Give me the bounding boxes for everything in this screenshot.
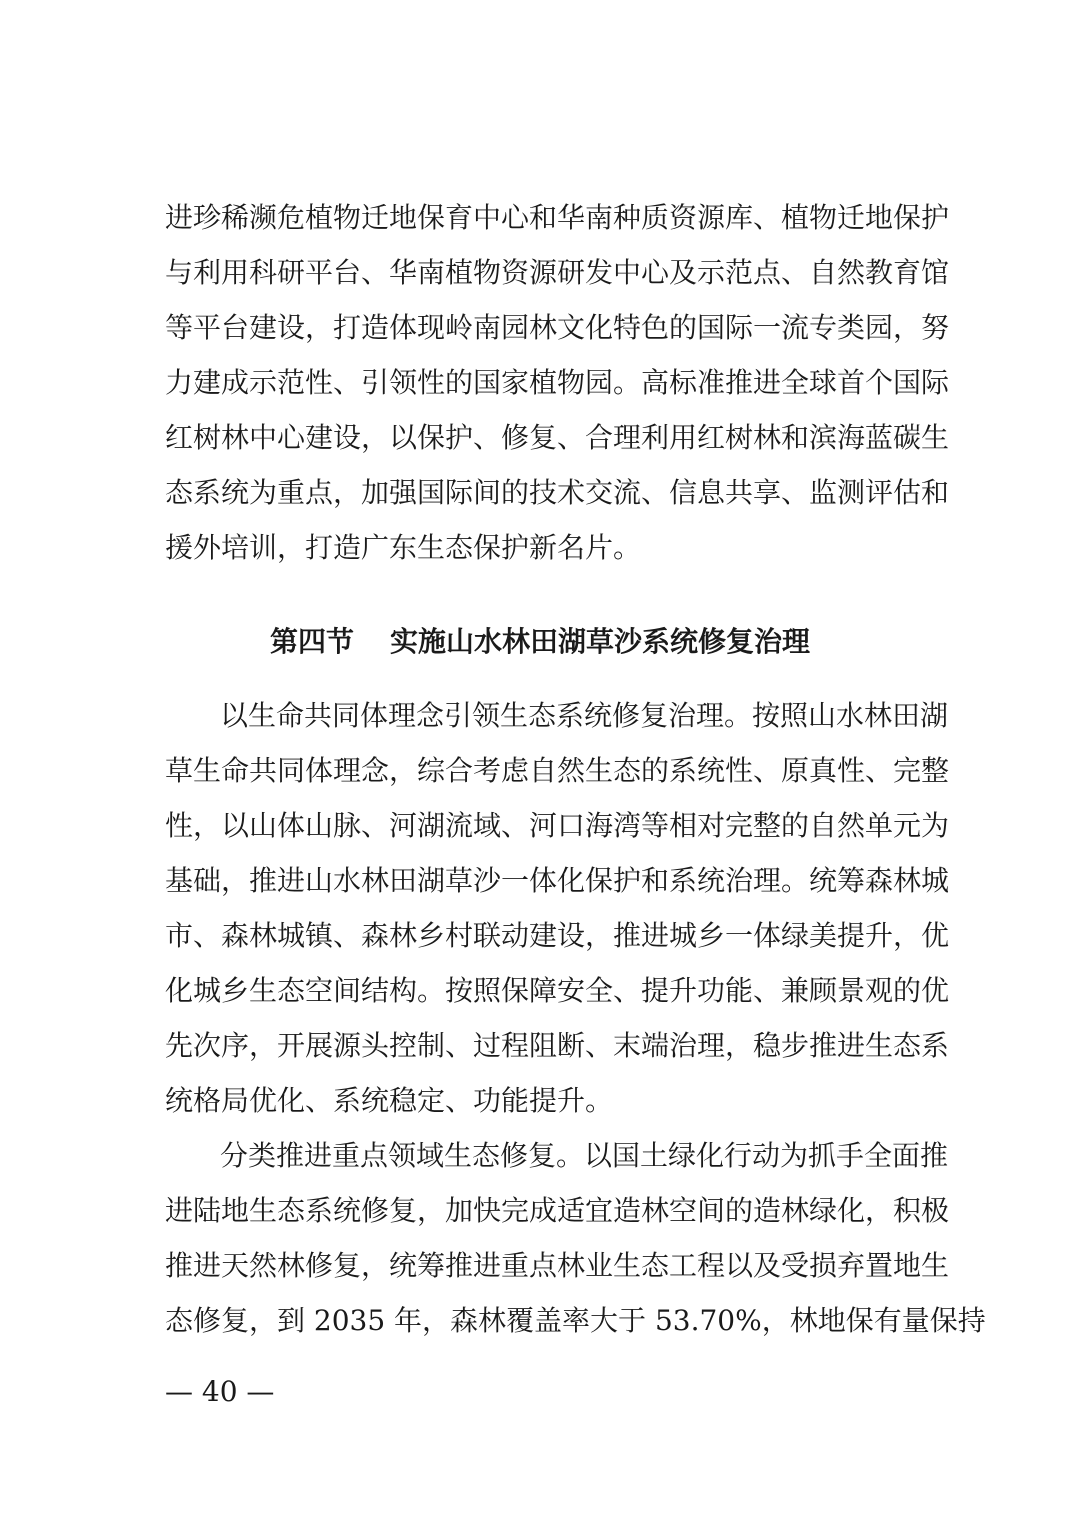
text-line: 态修复，到 2035 年，森林覆盖率大于 53.70%，林地保有量保持 [165,1304,986,1337]
text-line: 进陆地生态系统修复，加快完成适宜造林空间的造林绿化，积极 [165,1194,950,1227]
section-title: 实施山水林田湖草沙系统修复治理 [390,625,811,658]
text-line: 与利用科研平台、华南植物资源研发中心及示范点、自然教育馆 [165,256,950,289]
text-line: 援外培训，打造广东生态保护新名片。 [165,531,642,564]
text-line: 市、森林城镇、森林乡村联动建设，推进城乡一体绿美提升，优 [165,919,950,952]
text-line: 等平台建设，打造体现岭南园林文化特色的国际一流专类园，努 [165,311,950,344]
text-line: 态系统为重点，加强国际间的技术交流、信息共享、监测评估和 [165,476,950,509]
text-line: 分类推进重点领域生态修复。以国土绿化行动为抓手全面推 [220,1139,949,1172]
text-line: 基础，推进山水林田湖草沙一体化保护和系统治理。统筹森林城 [165,864,950,897]
section-number: 第四节 [269,625,354,658]
text-line: 性，以山体山脉、河湖流域、河口海湾等相对完整的自然单元为 [165,809,950,842]
text-line: 红树林中心建设，以保护、修复、合理利用红树林和滨海蓝碳生 [165,421,950,454]
text-line: 统格局优化、系统稳定、功能提升。 [165,1084,614,1117]
section-heading [165,620,915,664]
text-line: 以生命共同体理念引领生态系统修复治理。按照山水林田湖 [220,699,949,732]
text-line: 先次序，开展源头控制、过程阻断、末端治理，稳步推进生态系 [165,1029,950,1062]
text-line: 推进天然林修复，统筹推进重点林业生态工程以及受损弃置地生 [165,1249,950,1282]
text-line: 化城乡生态空间结构。按照保障安全、提升功能、兼顾景观的优 [165,974,950,1007]
text-line: 力建成示范性、引领性的国家植物园。高标准推进全球首个国际 [165,366,950,399]
text-line: 草生命共同体理念，综合考虑自然生态的系统性、原真性、完整 [165,754,950,787]
text-line: 进珍稀濒危植物迁地保育中心和华南种质资源库、植物迁地保护 [165,201,950,234]
page-number: — 40 — [165,1375,275,1408]
